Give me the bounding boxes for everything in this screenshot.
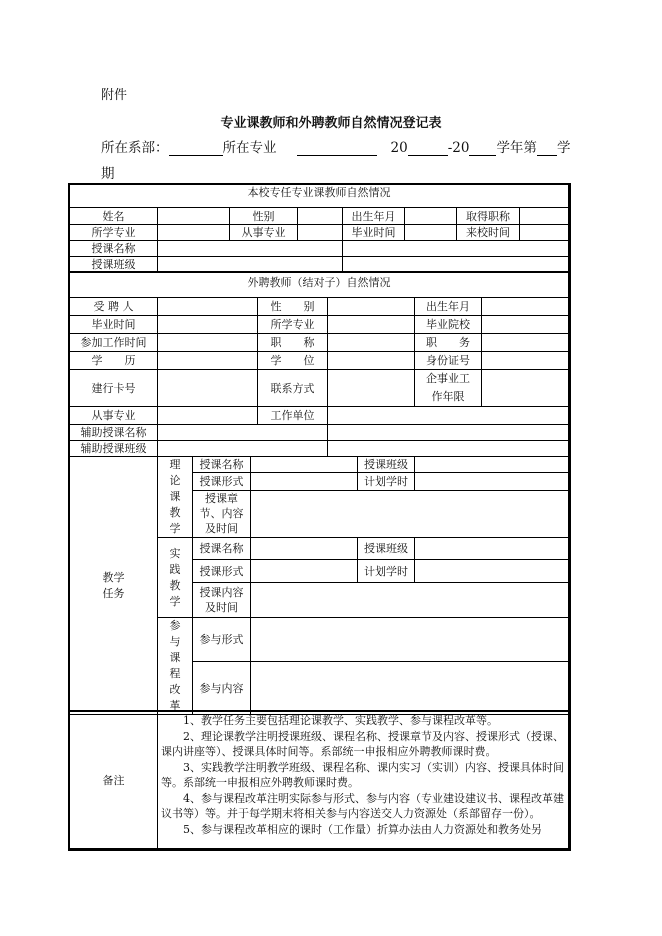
label: 授课班级: [358, 538, 415, 560]
note-item: 5、参与课程改革相应的课时（工作量）折算办法由人力资源处和教务处另: [183, 822, 542, 836]
field[interactable]: [251, 473, 358, 490]
note-item: 2、理论课教学注明授课班级、课程名称、授课章节及内容、授课形式（授课、课内讲座等）、授课具体时间等。系部统一申报相应外聘教师课时费。: [161, 729, 564, 758]
label: 授课班级: [358, 457, 415, 473]
year-end-field[interactable]: [469, 141, 496, 156]
label: 毕业时间: [70, 316, 158, 334]
form-title: 专业课教师和外聘教师自然情况登记表: [220, 116, 442, 131]
label: 联系方式: [258, 370, 328, 407]
label: 参与内容: [193, 662, 251, 715]
field[interactable]: [415, 473, 569, 490]
label: 姓名: [70, 208, 158, 225]
note-item: 1、教学任务主要包括理论课教学、实践教学、参与课程改革等。: [183, 714, 498, 727]
label: 企事业工作年限: [415, 370, 482, 407]
year-start-field[interactable]: [408, 141, 448, 156]
label: 出生年月: [343, 208, 405, 225]
label: 理论课教学: [158, 457, 193, 538]
notes-content: [158, 712, 569, 849]
field[interactable]: [328, 316, 415, 334]
note-item: 3、实践教学注明教学班级、课程名称、课内实习（实训）内容、授课具体时间等。系部统一申报相应外聘教师课时费。: [161, 760, 564, 789]
label: 计划学时: [358, 473, 415, 490]
label: 辅助授课名称: [70, 425, 158, 441]
field[interactable]: [158, 225, 230, 241]
label: 参加工作时间: [70, 334, 158, 352]
label: 授课内容及时间: [193, 583, 251, 618]
field[interactable]: [158, 370, 258, 407]
label: 授课形式: [193, 560, 251, 583]
term-label-a: 学: [556, 140, 571, 156]
field[interactable]: [251, 457, 358, 473]
field[interactable]: [251, 538, 358, 560]
field[interactable]: [298, 225, 343, 241]
label: 参与形式: [193, 618, 251, 662]
staff-teacher-table: [69, 184, 569, 273]
major-field[interactable]: [297, 141, 377, 156]
term-label-b: 期: [101, 166, 115, 182]
label: 建行卡号: [70, 370, 158, 407]
field[interactable]: [328, 425, 569, 441]
field[interactable]: [328, 441, 569, 457]
notes-table: [69, 711, 569, 849]
field[interactable]: [405, 208, 457, 225]
section-title: 外聘教师（结对子）自然情况: [70, 273, 569, 298]
field[interactable]: [158, 407, 258, 425]
field[interactable]: [482, 298, 569, 316]
field[interactable]: [158, 316, 258, 334]
label: 辅助授课班级: [70, 441, 158, 457]
label: 从事专业: [230, 225, 298, 241]
field[interactable]: [405, 225, 457, 241]
field[interactable]: [158, 208, 230, 225]
field[interactable]: [482, 370, 569, 407]
label: 教学任务: [70, 457, 158, 715]
field[interactable]: [482, 352, 569, 370]
attachment-label: 附件: [101, 88, 128, 103]
year-prefix: 20: [390, 140, 408, 156]
notes-label: 备注: [70, 712, 158, 849]
field[interactable]: [520, 225, 569, 241]
label: 所学专业: [258, 316, 328, 334]
label: 学 历: [70, 352, 158, 370]
field[interactable]: [482, 334, 569, 352]
label: 性别: [230, 208, 298, 225]
field[interactable]: [328, 298, 415, 316]
label: 授课章节、内容及时间: [193, 490, 251, 537]
label: 取得职称: [457, 208, 520, 225]
year-suffix: 学年第: [496, 140, 537, 156]
field[interactable]: [158, 425, 328, 441]
note-item: 4、参与课程改革注明实际参与形式、参与内容（专业建设建议书、课程改革建议书等）等。并于每学期末将相关参与内容送交人力资源处（系部留存一份）。: [161, 791, 564, 820]
field[interactable]: [415, 560, 569, 583]
teaching-task-table: [69, 456, 569, 715]
label: 职 称: [258, 334, 328, 352]
label: 所学专业: [70, 225, 158, 241]
field[interactable]: [158, 241, 343, 257]
field[interactable]: [158, 334, 258, 352]
major-label: 所在专业: [222, 140, 277, 156]
label: 毕业时间: [343, 225, 405, 241]
external-teacher-table: [69, 272, 569, 457]
label: 授课形式: [193, 473, 251, 490]
label: 职 务: [415, 334, 482, 352]
label: 从事专业: [70, 407, 158, 425]
field[interactable]: [343, 241, 569, 257]
label: 计划学时: [358, 560, 415, 583]
field[interactable]: [482, 316, 569, 334]
label: 学 位: [258, 352, 328, 370]
term-field[interactable]: [537, 141, 557, 156]
field[interactable]: [251, 662, 569, 715]
dept-label: 所在系部：: [101, 140, 169, 156]
label: 受 聘 人: [70, 298, 158, 316]
field[interactable]: [251, 490, 569, 537]
label: 工作单位: [258, 407, 328, 425]
label: 实践教学: [158, 538, 193, 618]
field[interactable]: [415, 457, 569, 473]
field[interactable]: [251, 560, 358, 583]
field[interactable]: [251, 583, 569, 618]
field[interactable]: [158, 441, 328, 457]
label: 性 别: [258, 298, 328, 316]
label: 授课名称: [193, 538, 251, 560]
label: 毕业院校: [415, 316, 482, 334]
field[interactable]: [298, 208, 343, 225]
label: 授课班级: [70, 257, 158, 273]
field[interactable]: [328, 334, 415, 352]
label: 参与课程改革: [158, 618, 193, 715]
section-title: 本校专任专业课教师自然情况: [70, 185, 569, 208]
field[interactable]: [415, 538, 569, 560]
field[interactable]: [251, 618, 569, 662]
field[interactable]: [328, 352, 415, 370]
dept-field[interactable]: [169, 141, 223, 156]
field[interactable]: [520, 208, 569, 225]
label: 出生年月: [415, 298, 482, 316]
label: 身份证号: [415, 352, 482, 370]
field[interactable]: [328, 407, 569, 425]
year-mid: -20: [447, 140, 470, 156]
label: 授课名称: [70, 241, 158, 257]
header-line: [101, 136, 570, 156]
field[interactable]: [328, 370, 415, 407]
field[interactable]: [158, 352, 258, 370]
label: 授课名称: [193, 457, 251, 473]
label: 来校时间: [457, 225, 520, 241]
field[interactable]: [158, 298, 258, 316]
